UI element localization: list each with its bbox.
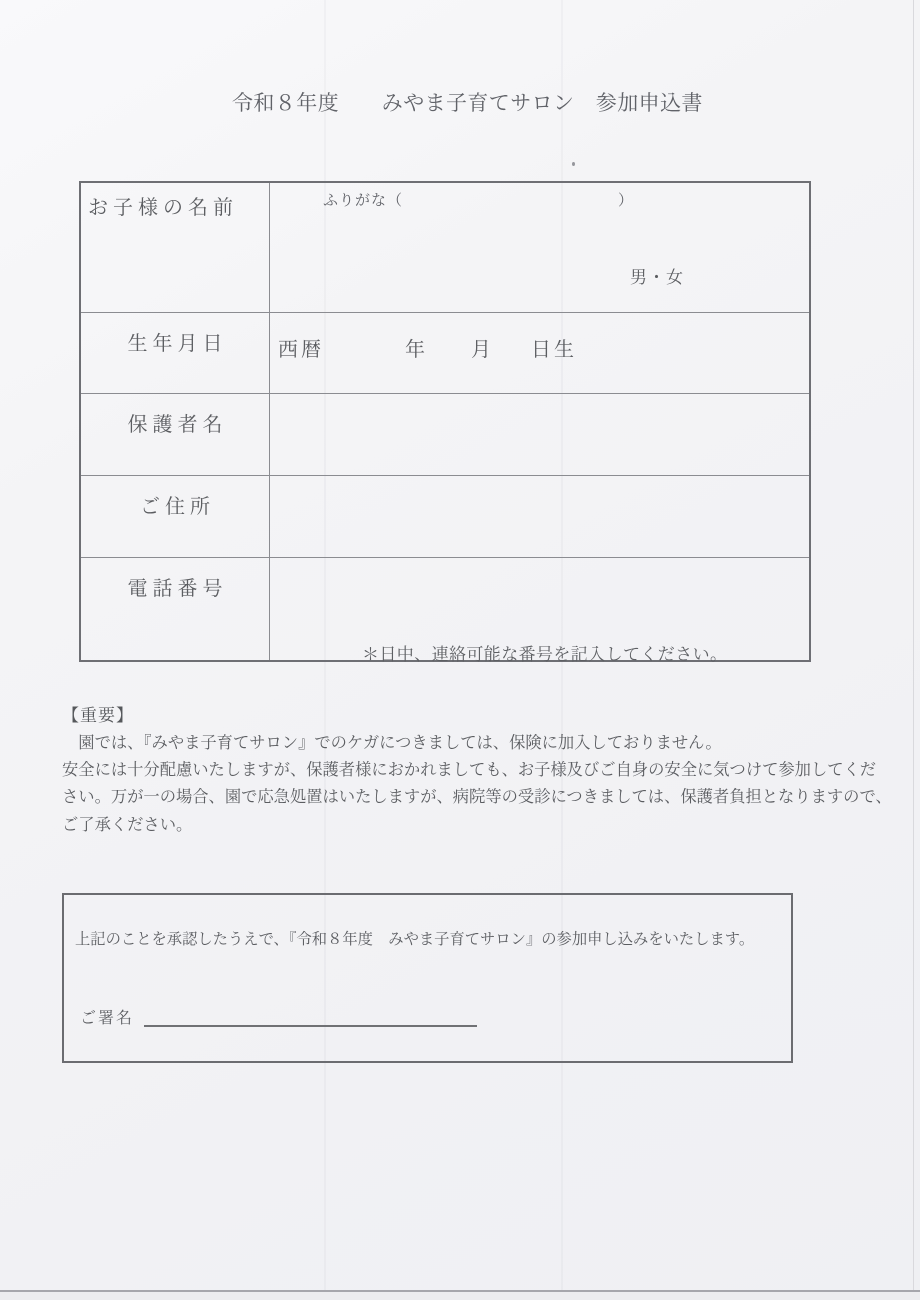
western-calendar-label: 西暦 — [278, 339, 324, 361]
important-notice-line: さい。万が一の場合、園で応急処置はいたしますが、病院等の受診につきましては、保護者負担となりますので、 — [62, 788, 892, 807]
phone-note: ＊日中、連絡可能な番号を記入してください。 — [362, 645, 728, 664]
child-name-field — [270, 183, 809, 312]
year-suffix: 年 — [405, 339, 428, 361]
scan-speck — [572, 162, 575, 166]
address-label: ご住所 — [81, 476, 270, 557]
important-notice-line: 園では、『みやま子育てサロン』でのケガにつきましては、保険に加入しておりません。 — [62, 733, 722, 752]
table-row-child-name — [81, 183, 809, 313]
consent-box — [62, 893, 793, 1063]
table-row-guardian-name — [81, 394, 809, 476]
guardian-name-label: 保護者名 — [81, 394, 270, 475]
birthdate-field — [270, 313, 809, 393]
furigana-close-paren: ） — [618, 192, 634, 209]
address-field — [270, 476, 809, 557]
signature-line — [144, 1025, 477, 1027]
page-title: 令和８年度 みやま子育てサロン 参加申込書 — [232, 92, 703, 115]
consent-statement: 上記のことを承認したうえで、『令和８年度 みやま子育てサロン』の参加申し込みをいたします。 — [75, 931, 755, 948]
month-suffix: 月 — [471, 339, 494, 361]
signature-label: ご署名 — [80, 1010, 135, 1027]
table-row-phone — [81, 558, 809, 664]
table-row-birthdate — [81, 313, 809, 394]
phone-label: 電話番号 — [81, 558, 270, 660]
important-notice — [62, 702, 892, 839]
table-row-address — [81, 476, 809, 558]
child-name-label: お子様の名前 — [81, 183, 270, 312]
day-suffix: 日生 — [531, 339, 577, 361]
phone-field — [270, 558, 809, 664]
important-notice-line: ご了承ください。 — [62, 815, 193, 834]
application-form-table — [79, 181, 811, 662]
important-notice-line: 安全には十分配慮いたしますが、保護者様におかれましても、お子様及びご自身の安全に気つけて参加してくだ — [62, 760, 877, 779]
scanner-background — [0, 1292, 920, 1300]
birthdate-label: 生年月日 — [81, 313, 270, 393]
important-heading: 【重要】 — [62, 706, 134, 725]
paper-edge-right — [913, 0, 914, 1300]
guardian-name-field — [270, 394, 809, 475]
gender-options: 男・女 — [630, 268, 684, 287]
furigana-label: ふりがな（ — [323, 192, 404, 209]
